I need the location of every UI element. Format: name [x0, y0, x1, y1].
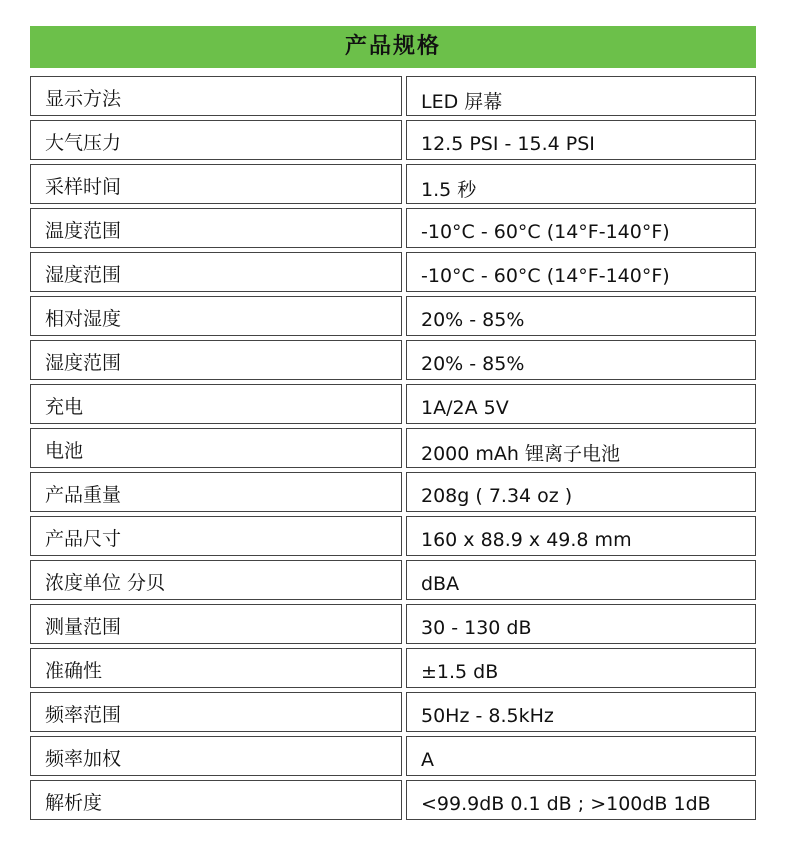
spec-label: 温度范围 — [30, 208, 402, 248]
spec-label: 充电 — [30, 384, 402, 424]
spec-value: 1.5 秒 — [406, 164, 756, 204]
spec-value: ±1.5 dB — [406, 648, 756, 688]
spec-label: 湿度范围 — [30, 340, 402, 380]
spec-label: 浓度单位 分贝 — [30, 560, 402, 600]
spec-row — [30, 120, 756, 160]
spec-table — [30, 26, 756, 824]
spec-row — [30, 252, 756, 292]
spec-value: 160 x 88.9 x 49.8 mm — [406, 516, 756, 556]
spec-row — [30, 780, 756, 820]
spec-label: 解析度 — [30, 780, 402, 820]
spec-row — [30, 164, 756, 204]
spec-value: -10°C - 60°C (14°F-140°F) — [406, 252, 756, 292]
spec-value: 2000 mAh 锂离子电池 — [406, 428, 756, 468]
spec-row — [30, 340, 756, 380]
spec-label: 大气压力 — [30, 120, 402, 160]
spec-value: 20% - 85% — [406, 296, 756, 336]
spec-row — [30, 692, 756, 732]
spec-value: 30 - 130 dB — [406, 604, 756, 644]
spec-row — [30, 648, 756, 688]
spec-row — [30, 208, 756, 248]
spec-row — [30, 296, 756, 336]
spec-label: 显示方法 — [30, 76, 402, 116]
spec-value: LED 屏幕 — [406, 76, 756, 116]
spec-row — [30, 736, 756, 776]
spec-label: 湿度范围 — [30, 252, 402, 292]
spec-row — [30, 384, 756, 424]
spec-row — [30, 560, 756, 600]
spec-table-title: 产品规格 — [30, 26, 756, 68]
spec-label: 相对湿度 — [30, 296, 402, 336]
spec-row — [30, 472, 756, 512]
spec-value: 20% - 85% — [406, 340, 756, 380]
spec-value: A — [406, 736, 756, 776]
spec-label: 采样时间 — [30, 164, 402, 204]
spec-label: 频率加权 — [30, 736, 402, 776]
spec-row — [30, 516, 756, 556]
spec-label: 电池 — [30, 428, 402, 468]
spec-row — [30, 604, 756, 644]
spec-value: 50Hz - 8.5kHz — [406, 692, 756, 732]
spec-label: 准确性 — [30, 648, 402, 688]
spec-value: -10°C - 60°C (14°F-140°F) — [406, 208, 756, 248]
spec-value: 12.5 PSI - 15.4 PSI — [406, 120, 756, 160]
spec-label: 产品重量 — [30, 472, 402, 512]
spec-value: <99.9dB 0.1 dB ; >100dB 1dB — [406, 780, 756, 820]
spec-row — [30, 76, 756, 116]
spec-label: 频率范围 — [30, 692, 402, 732]
spec-value: 208g ( 7.34 oz ) — [406, 472, 756, 512]
spec-value: 1A/2A 5V — [406, 384, 756, 424]
spec-row — [30, 428, 756, 468]
spec-label: 产品尺寸 — [30, 516, 402, 556]
spec-value: dBA — [406, 560, 756, 600]
spec-label: 测量范围 — [30, 604, 402, 644]
